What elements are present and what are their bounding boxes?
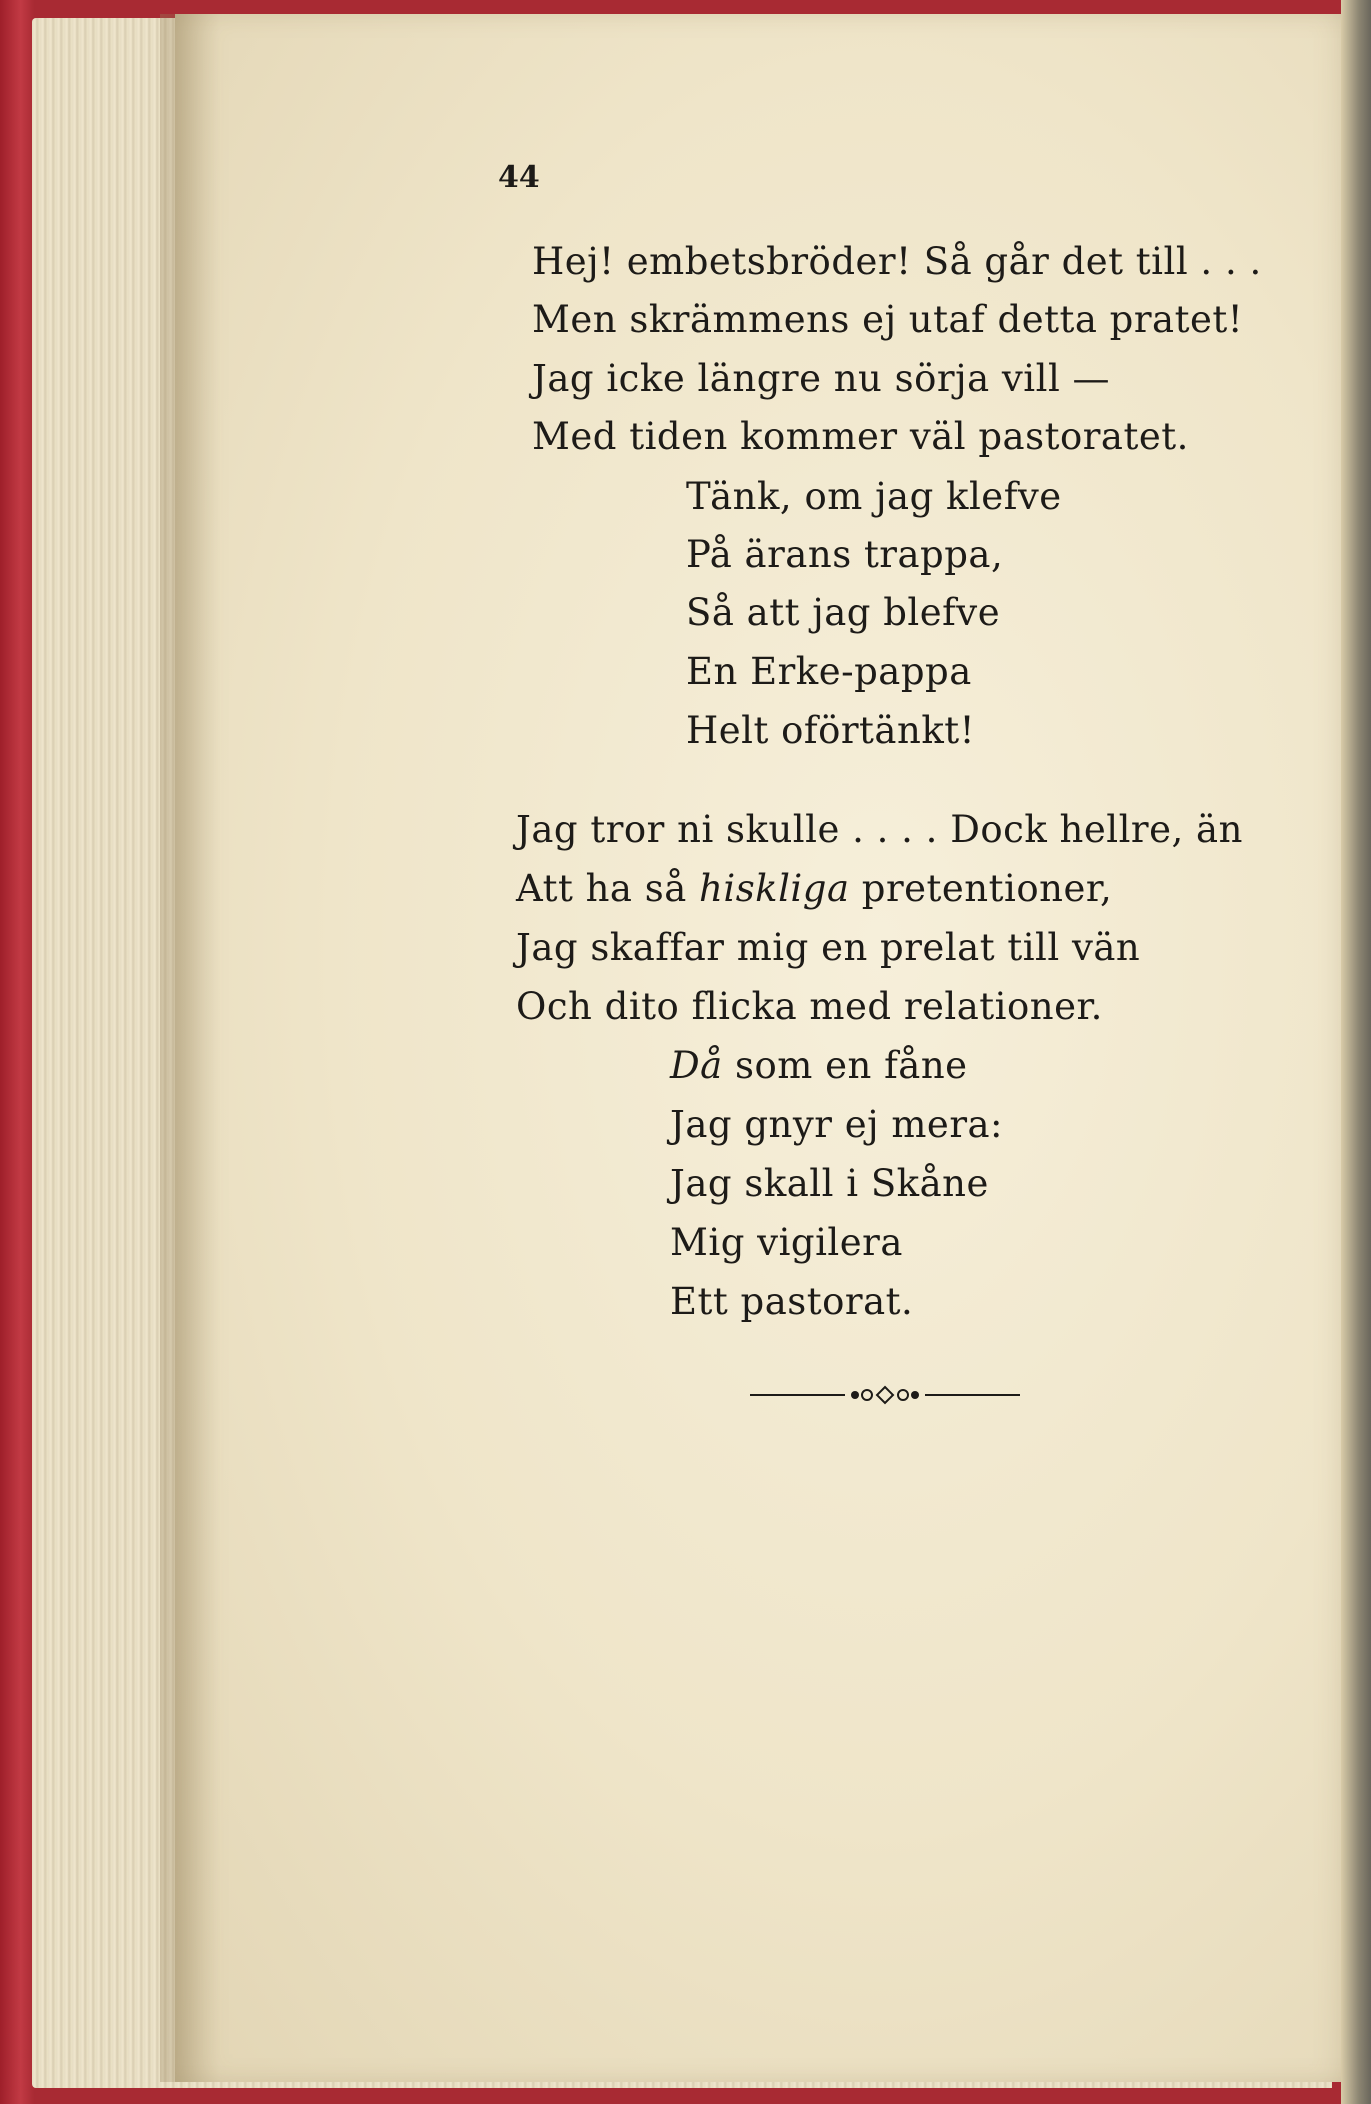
gutter-shadow [160, 14, 220, 2082]
stanza2-line-2-start: Att ha så [516, 867, 700, 910]
stanza2-line-2 [516, 867, 1112, 910]
stanza1-line-9: Helt oförtänkt! [686, 709, 975, 752]
stanza1-line-4: Med tiden kommer väl pastoratet. [532, 415, 1189, 458]
stanza2-line-2-end: pretentioner, [849, 867, 1113, 910]
stanza1-line-2: Men skrämmens ej utaf detta pratet! [532, 298, 1244, 341]
page-number: 44 [498, 160, 540, 195]
italic-hiskliga: hiskliga [699, 867, 850, 910]
stanza2-line-1: Jag tror ni skulle . . . . Dock hellre, än [516, 808, 1243, 851]
right-page-edge [1341, 0, 1371, 2104]
stanza2-line-8: Mig vigilera [670, 1221, 903, 1264]
stanza2-line-7: Jag skall i Skåne [670, 1162, 989, 1205]
stanza2-line-9: Ett pastorat. [670, 1280, 914, 1323]
stanza1-line-1: Hej! embetsbröder! Så går det till . . . [532, 240, 1262, 283]
stanza1-line-7: Så att jag blefve [686, 591, 1001, 634]
stanza2-line-4: Och dito flicka med relationer. [516, 985, 1103, 1028]
stanza1-line-5: Tänk, om jag klefve [686, 475, 1062, 518]
stanza1-line-3: Jag icke längre nu sörja vill — [532, 357, 1111, 400]
stanza2-line-3: Jag skaffar mig en prelat till vän [516, 926, 1141, 969]
stanza2-line-5 [670, 1044, 968, 1087]
stanza2-line-5-end: som en fåne [722, 1044, 968, 1087]
stanza1-line-8: En Erke-pappa [686, 650, 972, 693]
stanza1-line-6: På ärans trappa, [686, 533, 1004, 576]
stanza2-line-6: Jag gnyr ej mera: [670, 1103, 1004, 1146]
italic-da: Då [670, 1044, 723, 1087]
end-ornament [750, 1385, 1020, 1405]
